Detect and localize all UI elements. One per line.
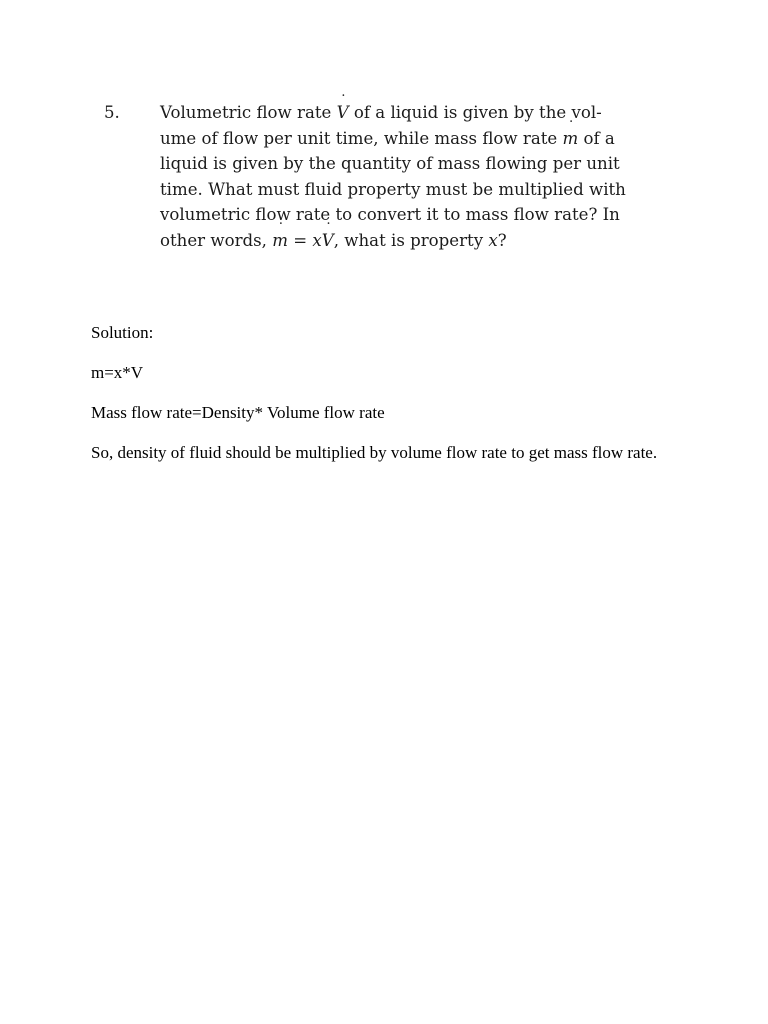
question-line-2 <box>160 126 680 152</box>
question-line-2-before: ume of flow per unit time, while mass flow rate <box>160 128 563 148</box>
question-line-2-after: of a <box>578 128 615 148</box>
mass-flow-rate-symbol: ˙ m <box>562 126 578 152</box>
question-line-6 <box>160 228 680 254</box>
question-number: 5. <box>104 103 120 122</box>
question-line-1-after: of a liquid is given by the vol- <box>348 103 602 122</box>
question-line-1 <box>160 100 680 126</box>
volumetric-flow-rate-symbol: ˙ V <box>337 100 349 126</box>
solution-relation: Mass flow rate=Density* Volume flow rate <box>91 403 385 422</box>
equation-x-symbol: x <box>312 230 322 250</box>
question-line-6-before: other words, <box>160 230 273 250</box>
question-line-6-middle: , what is property <box>333 230 489 250</box>
question-text <box>160 100 680 254</box>
solution-conclusion: So, density of fluid should be multiplied by volume flow rate to get mass flow rate. <box>91 443 658 462</box>
question-line-3: liquid is given by the quantity of mass flowing per unit <box>160 154 620 174</box>
property-x-symbol: x <box>488 230 498 250</box>
equation-equals: = <box>287 230 313 250</box>
question-line-5: volumetric flow rate to convert it to mass flow rate? In <box>160 205 620 225</box>
question-line-6-end: ? <box>497 230 507 250</box>
question-line-4: time. What must fluid property must be multiplied with <box>160 179 626 199</box>
question-line-1-before: Volumetric flow rate <box>160 103 337 122</box>
equation-mass-flow-symbol: ˙ m <box>272 228 288 254</box>
equation-volume-flow-symbol: ˙ V <box>322 228 334 254</box>
solution-heading: Solution: <box>91 323 154 342</box>
solution-equation: m=x*V <box>91 363 144 382</box>
